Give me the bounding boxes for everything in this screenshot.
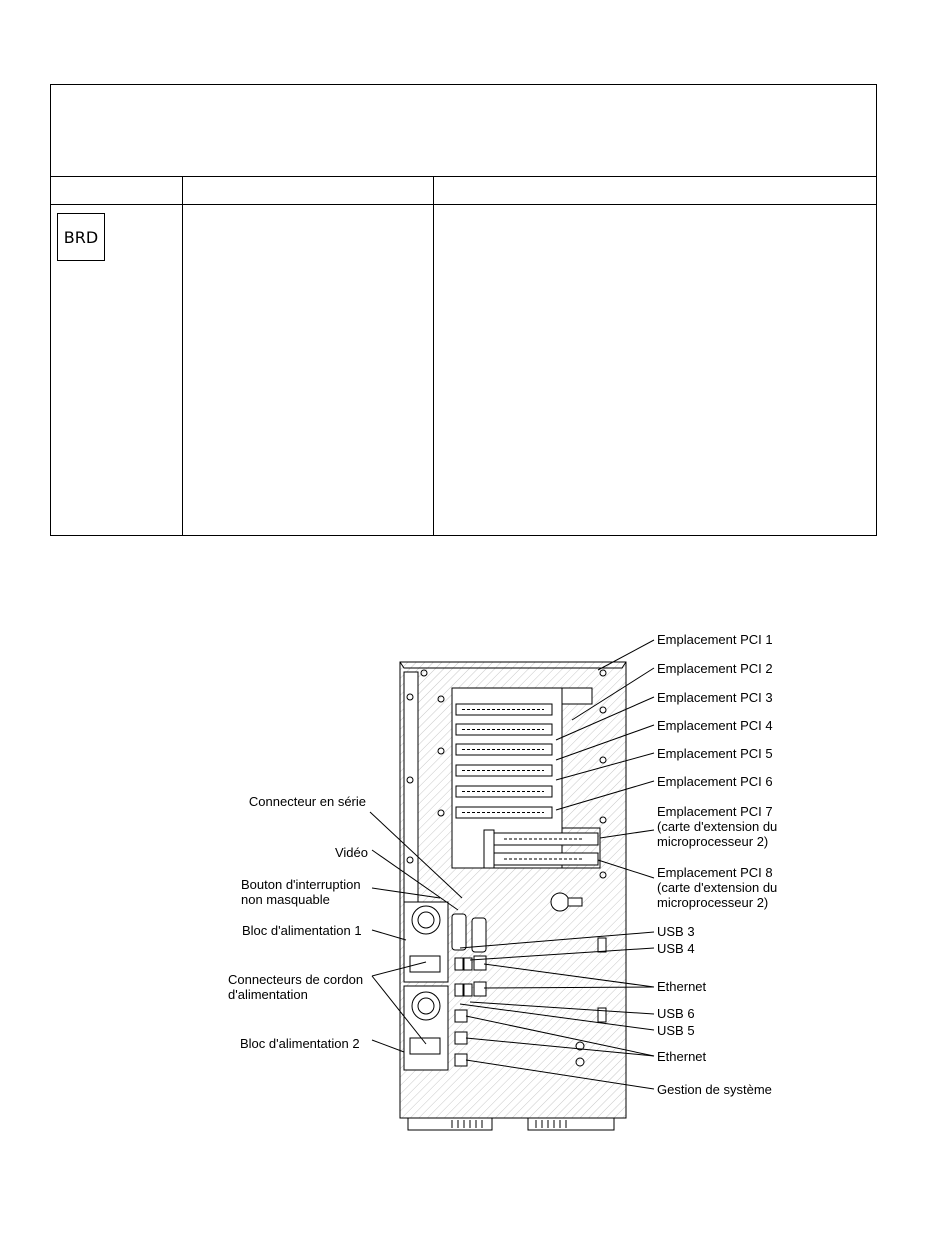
label-pci-slot-6: Emplacement PCI 6 <box>657 774 773 789</box>
label-serial-connector: Connecteur en série <box>248 794 366 809</box>
label-power-supply-2: Bloc d'alimentation 2 <box>240 1036 360 1051</box>
server-rear-view-diagram <box>0 620 950 1140</box>
table-header-divider <box>51 176 876 177</box>
server-rear-illustration <box>0 620 950 1140</box>
label-pci-slot-2: Emplacement PCI 2 <box>657 661 773 676</box>
label-nmi-button: Bouton d'interruption non masquable <box>241 877 361 907</box>
label-usb-5: USB 5 <box>657 1023 695 1038</box>
label-pci-slot-8: Emplacement PCI 8 (carte d'extension du microprocesseur 2) <box>657 865 778 910</box>
label-pci-slot-5: Emplacement PCI 5 <box>657 746 773 761</box>
label-ethernet-1: Ethernet <box>657 979 707 994</box>
table-column-border-1 <box>182 176 183 535</box>
info-table <box>50 84 877 536</box>
label-power-cord-connectors: Connecteurs de cordon d'alimentation <box>228 972 364 1002</box>
label-pci-slot-4: Emplacement PCI 4 <box>657 718 773 733</box>
brd-symbol-icon: BRD <box>57 213 105 261</box>
label-usb-4: USB 4 <box>657 941 695 956</box>
table-column-divider <box>51 204 876 205</box>
label-usb-6: USB 6 <box>657 1006 695 1021</box>
label-pci-slot-3: Emplacement PCI 3 <box>657 690 773 705</box>
label-system-management: Gestion de système <box>657 1082 772 1097</box>
label-pci-slot-1: Emplacement PCI 1 <box>657 632 773 647</box>
table-column-border-2 <box>433 176 434 535</box>
label-power-supply-1: Bloc d'alimentation 1 <box>242 923 362 938</box>
label-pci-slot-7: Emplacement PCI 7 (carte d'extension du microprocesseur 2) <box>657 804 778 849</box>
label-usb-3: USB 3 <box>657 924 695 939</box>
label-video: Vidéo <box>334 845 368 860</box>
label-ethernet-2: Ethernet <box>657 1049 707 1064</box>
